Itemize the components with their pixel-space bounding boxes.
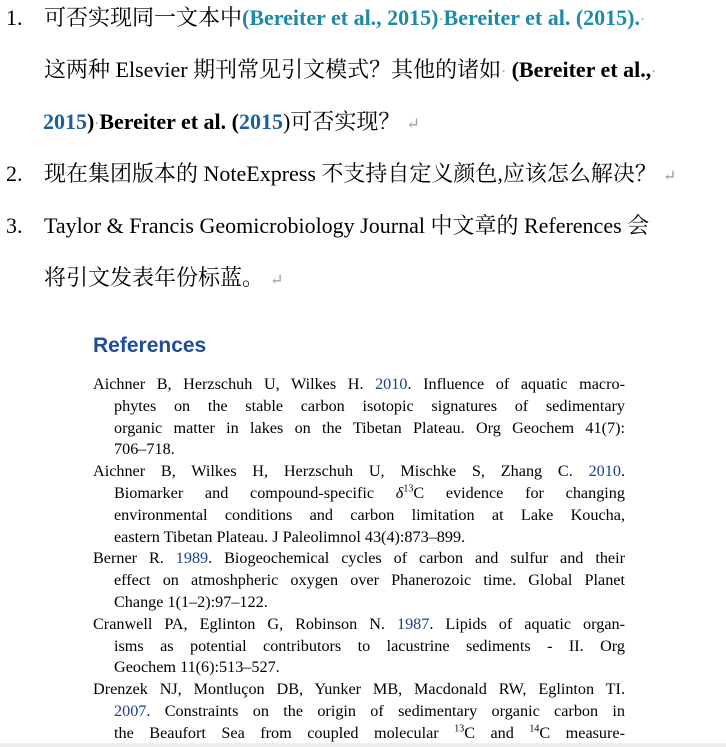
references-heading: References [93,334,207,357]
space-mark: · [640,11,646,28]
question-3-line-1 [44,200,649,252]
isotope-superscript: 13 [403,483,414,495]
year: 2010 [588,462,621,481]
question-3-line-2 [44,252,283,307]
reference-line: organic matter in lakes on the Tibetan Plateau. Org Geochem 41(7): [114,418,625,437]
list-number: 3. [6,213,23,238]
isotope-superscript: 13 [454,723,465,735]
delta-symbol: δ [395,483,404,502]
space-mark: · [438,11,444,28]
reference-line: eastern Tibetan Plateau. J Paleolimnol 43(4):873–899. [114,527,466,546]
text: Taylor & Francis Geomicrobiology Journal 中文章的 References 会 [44,213,650,238]
year: 2015 [239,109,283,134]
question-1-line-2 [44,44,656,98]
text: Biomarker and compound-specific [114,483,396,502]
reference-line [93,548,625,570]
reference-line [93,374,625,396]
reference-line: Drenzek NJ, Montluçon DB, Yunker MB, Macdonald RW, Eglinton TI. [93,680,625,699]
bottom-divider [0,743,726,747]
reference-item [93,374,625,461]
citation-parenthetical: (Bereiter et al., 2015) [242,5,439,30]
question-item-1 [0,0,726,148]
text: 现在集团版本的 NoteExpress 不支持自定义颜色,应该怎么解决？ [44,161,657,186]
reference-line: effect on atmoshpheric oxygen over Phanerozoic time. Global Planet [114,571,625,590]
citation-narrative: Bereiter et al. (2015). [443,5,641,30]
text: 将引文发表年份标蓝。 [44,265,265,290]
year: 1987 [396,614,430,633]
question-item-3 [0,200,726,304]
text: C evidence for changing [413,483,625,502]
text: C measure- [539,723,625,742]
text: . Influence of aquatic macro- [407,375,625,393]
space-mark: · [94,115,100,132]
list-number: 2. [6,161,23,186]
text: Cranwell PA, Eglinton G, Robinson N. [93,614,397,633]
references-figure [0,318,726,747]
paragraph-mark-icon: ↵ [406,116,420,133]
reference-line: Geochem 11(6):513–527. [114,658,280,677]
reference-line [93,461,625,483]
space-mark: · [651,63,657,80]
text: Aichner B, Wilkes H, Herzschuh U, Mischke S, Zhang C. [93,462,589,481]
reference-item [93,461,625,548]
text: 这两种 Elsevier 期刊常见引文模式？其他的诸如 [44,57,502,82]
text: ) [87,109,95,134]
reference-line: environmental conditions and carbon limitation at Lake Koucha, [114,505,625,524]
text: . Biogeochemical cycles of carbon and sulfur and their [208,549,625,568]
reference-list [93,374,625,745]
question-1-line-3 [43,96,420,151]
text: Berner R. [93,549,176,568]
citation-author: Bereiter et al. ( [99,109,239,134]
text: . Lipids of aquatic organ- [429,614,625,633]
text: )可否实现？ [283,109,401,134]
paragraph-mark-icon: ↵ [662,168,677,185]
list-number: 1. [6,5,23,30]
reference-line: isms as potential contributors to lacustrine sediments - II. Org [114,636,625,655]
question-2-line-1 [44,148,676,203]
year: 2007 [114,701,147,720]
paragraph-mark-icon: ↵ [270,272,284,289]
reference-line [93,614,625,636]
question-item-2 [0,148,726,200]
year: 1989 [175,549,209,568]
text: . Constraints on the origin of sedimentary organic carbon in [146,701,625,720]
text: . [620,462,625,481]
space-mark: · [501,63,507,80]
reference-line [93,483,625,505]
reference-line: Change 1(1–2):97–122. [114,592,268,611]
isotope-superscript: 14 [529,723,540,735]
reference-line: phytes on the stable carbon isotopic signatures of sedimentary [114,396,625,415]
reference-line [93,723,625,745]
text: C and [464,723,530,742]
question-1-line-1 [44,0,645,46]
reference-item [93,614,625,679]
citation-parenthetical-black: (Bereiter et al., [511,57,652,82]
reference-line [93,701,625,723]
year: 2010 [375,375,408,393]
year: 2015 [43,109,87,134]
text: 可否实现同一文本中 [44,5,243,30]
reference-item [93,679,625,744]
text: the Beaufort Sea from coupled molecular [114,723,455,742]
reference-line: 706–718. [114,440,175,459]
text: Aichner B, Herzschuh U, Wilkes H. [93,375,376,393]
reference-item [93,548,625,613]
